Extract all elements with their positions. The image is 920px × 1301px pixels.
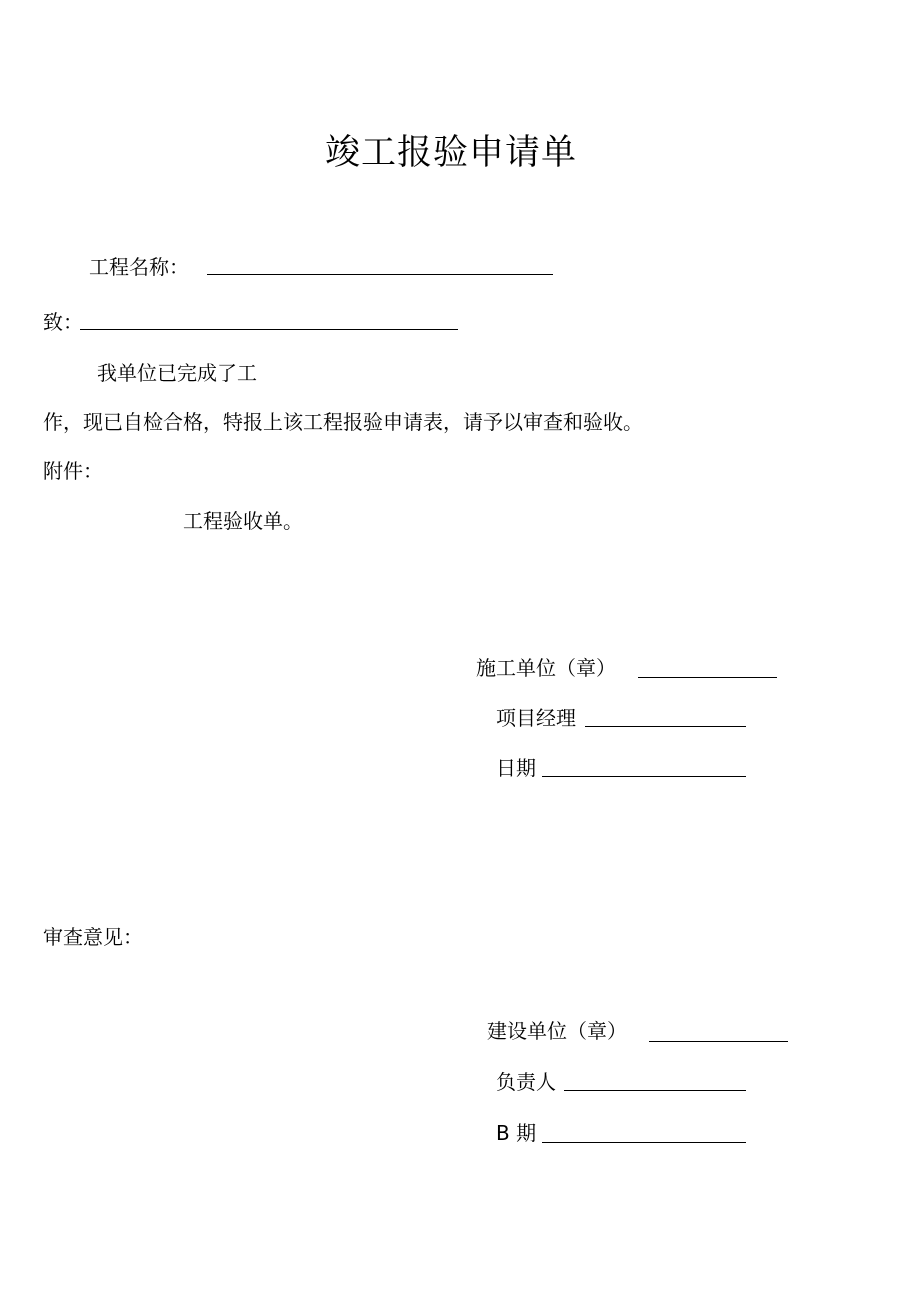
to-field[interactable] xyxy=(80,329,458,330)
contractor-date-label: 日期 xyxy=(496,756,536,780)
review-opinion-label: 审查意见： xyxy=(43,925,143,949)
body-line-1: 我单位已完成了工 xyxy=(97,361,257,385)
body-line-2: 作，现已自检合格，特报上该工程报验申请表，请予以审查和验收。 xyxy=(43,410,643,434)
owner-date-field[interactable] xyxy=(542,1142,746,1143)
attachment-label: 附件： xyxy=(43,459,103,483)
project-name-field[interactable] xyxy=(207,274,553,275)
project-name-label: 工程名称： xyxy=(89,255,189,279)
contractor-unit-field[interactable] xyxy=(638,677,777,678)
project-manager-label: 项目经理 xyxy=(496,706,576,730)
document-title: 竣工报验申请单 xyxy=(325,133,578,173)
owner-unit-label: 建设单位（章） xyxy=(487,1019,627,1043)
contractor-unit-label: 施工单位（章） xyxy=(476,656,616,680)
project-manager-field[interactable] xyxy=(585,726,746,727)
owner-date-label: B 期 xyxy=(496,1121,537,1145)
responsible-person-field[interactable] xyxy=(564,1090,746,1091)
contractor-date-field[interactable] xyxy=(542,776,746,777)
attachment-item: 工程验收单。 xyxy=(183,509,303,533)
owner-unit-field[interactable] xyxy=(649,1041,788,1042)
responsible-person-label: 负责人 xyxy=(496,1070,556,1094)
to-label: 致： xyxy=(43,310,83,334)
